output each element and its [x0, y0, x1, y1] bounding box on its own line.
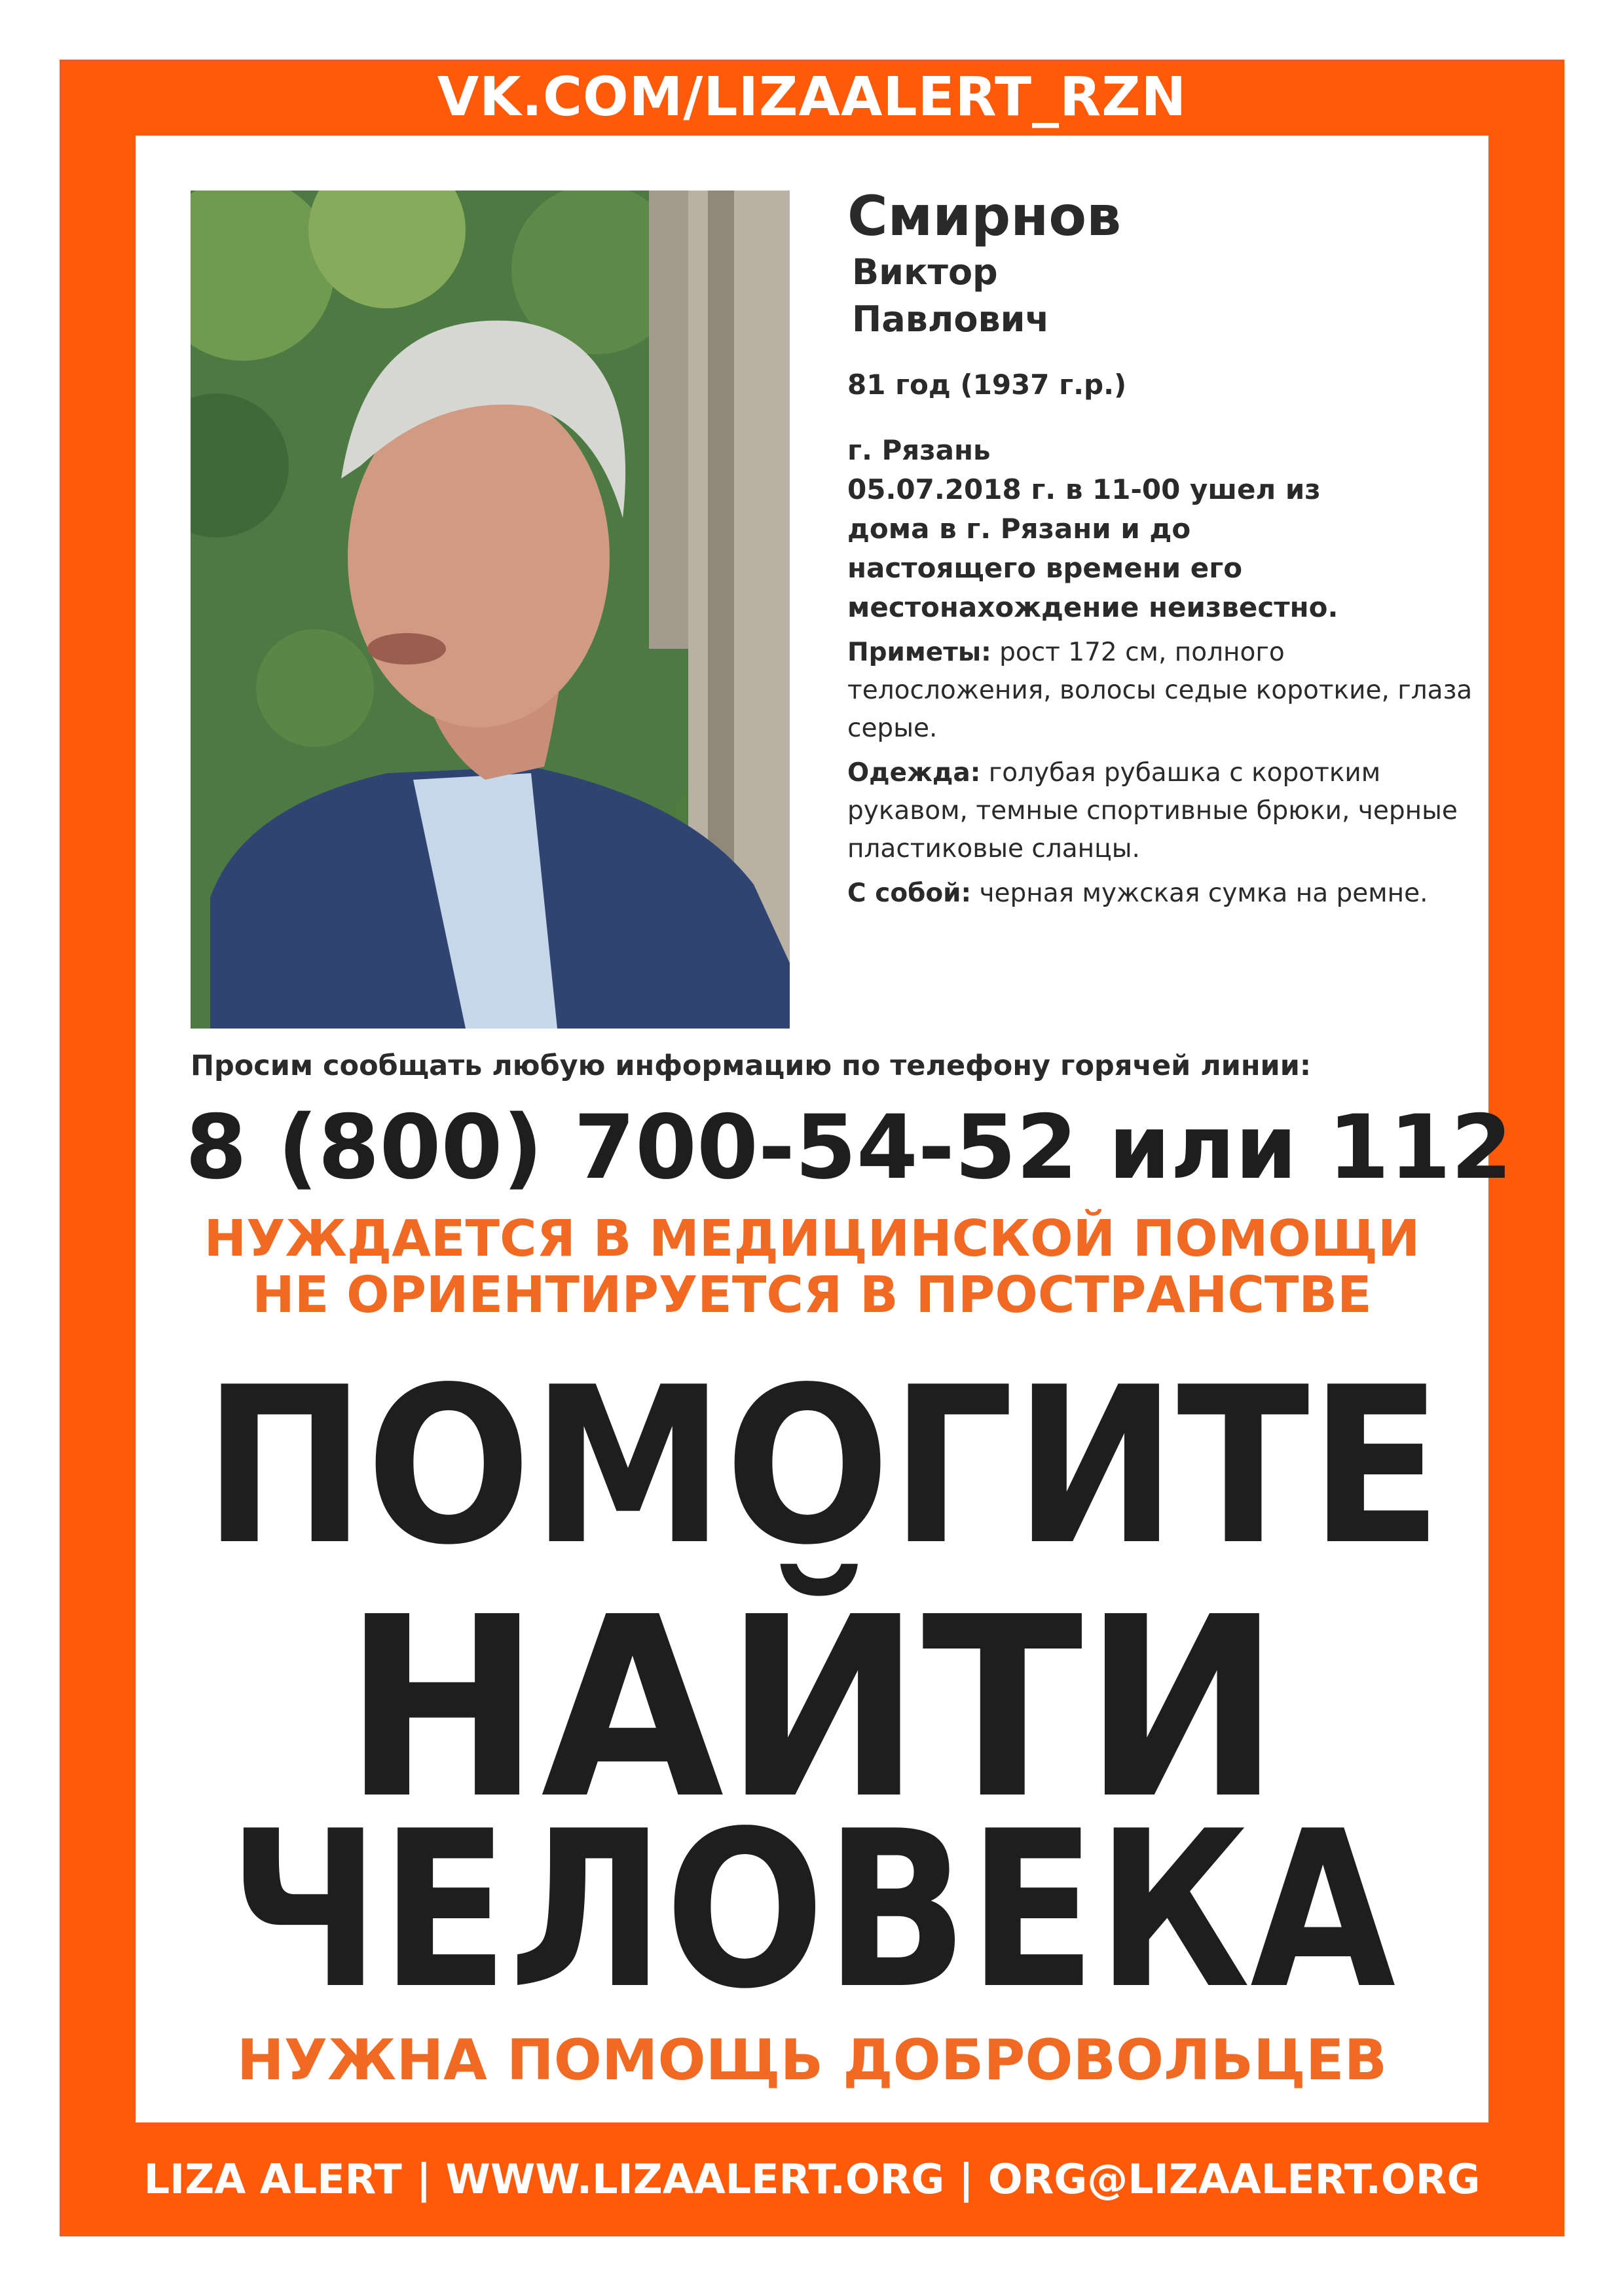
- event-line: местонахождение неизвестно.: [847, 591, 1338, 623]
- org-name: LIZA ALERT: [143, 2155, 402, 2203]
- belongings-text: черная мужская сумка на ремне.: [979, 879, 1428, 908]
- footer-separator: |: [416, 2155, 432, 2203]
- orientation-warning: НЕ ОРИЕНТИРУЕТСЯ В ПРОСТРАНСТВЕ: [252, 1266, 1372, 1324]
- event-line: 05.07.2018 г. в 11-00 ушел из: [847, 473, 1321, 505]
- belongings-label: С собой:: [847, 879, 972, 908]
- email-link[interactable]: ORG@LIZAALERT.ORG: [987, 2155, 1481, 2203]
- volunteers-needed: НУЖНА ПОМОЩЬ ДОБРОВОЛЬЦЕВ: [236, 2028, 1388, 2093]
- event-line: дома в г. Рязани и до: [847, 513, 1191, 545]
- headline-person: ЧЕЛОВЕКА: [228, 1785, 1396, 2036]
- signs-text: рост 172 см, полного телосложения, волосы седые короткие, глаза серые.: [847, 638, 1473, 743]
- hotline-request: Просим сообщать любую информацию по телефону горячей линии:: [191, 1049, 1312, 1082]
- clothes: [847, 754, 1476, 868]
- signs: [847, 634, 1476, 748]
- clothes-label: Одежда:: [847, 758, 981, 788]
- first-name: Виктор: [852, 251, 998, 293]
- city: г. Рязань: [847, 434, 991, 466]
- patronymic: Павлович: [852, 299, 1050, 340]
- website-link[interactable]: WWW.LIZAALERT.ORG: [445, 2155, 945, 2203]
- medical-warning: НУЖДАЕТСЯ В МЕДИЦИНСКОЙ ПОМОЩИ: [204, 1210, 1420, 1268]
- footer-separator: |: [959, 2155, 974, 2203]
- surname: Смирнов: [847, 184, 1122, 248]
- vk-group-link[interactable]: VK.COM/LIZAALERT_RZN: [437, 66, 1187, 128]
- age: 81 год (1937 г.р.): [847, 369, 1127, 401]
- hotline-phone[interactable]: 8 (800) 700-54-52 или 112: [185, 1096, 1513, 1199]
- event-line: настоящего времени его: [847, 552, 1243, 584]
- clothes-text: голубая рубашка с коротким рукавом, темные спортивные брюки, черные пластиковые сланцы.: [847, 758, 1458, 864]
- headline-help: ПОМОГИТЕ: [203, 1341, 1443, 1592]
- signs-label: Приметы:: [847, 638, 991, 667]
- person-info: [847, 183, 1476, 913]
- headline-find: НАЙТИ: [342, 1563, 1282, 1853]
- missing-person-photo: [191, 191, 790, 1029]
- footer: [60, 2123, 1564, 2236]
- belongings: [847, 875, 1476, 913]
